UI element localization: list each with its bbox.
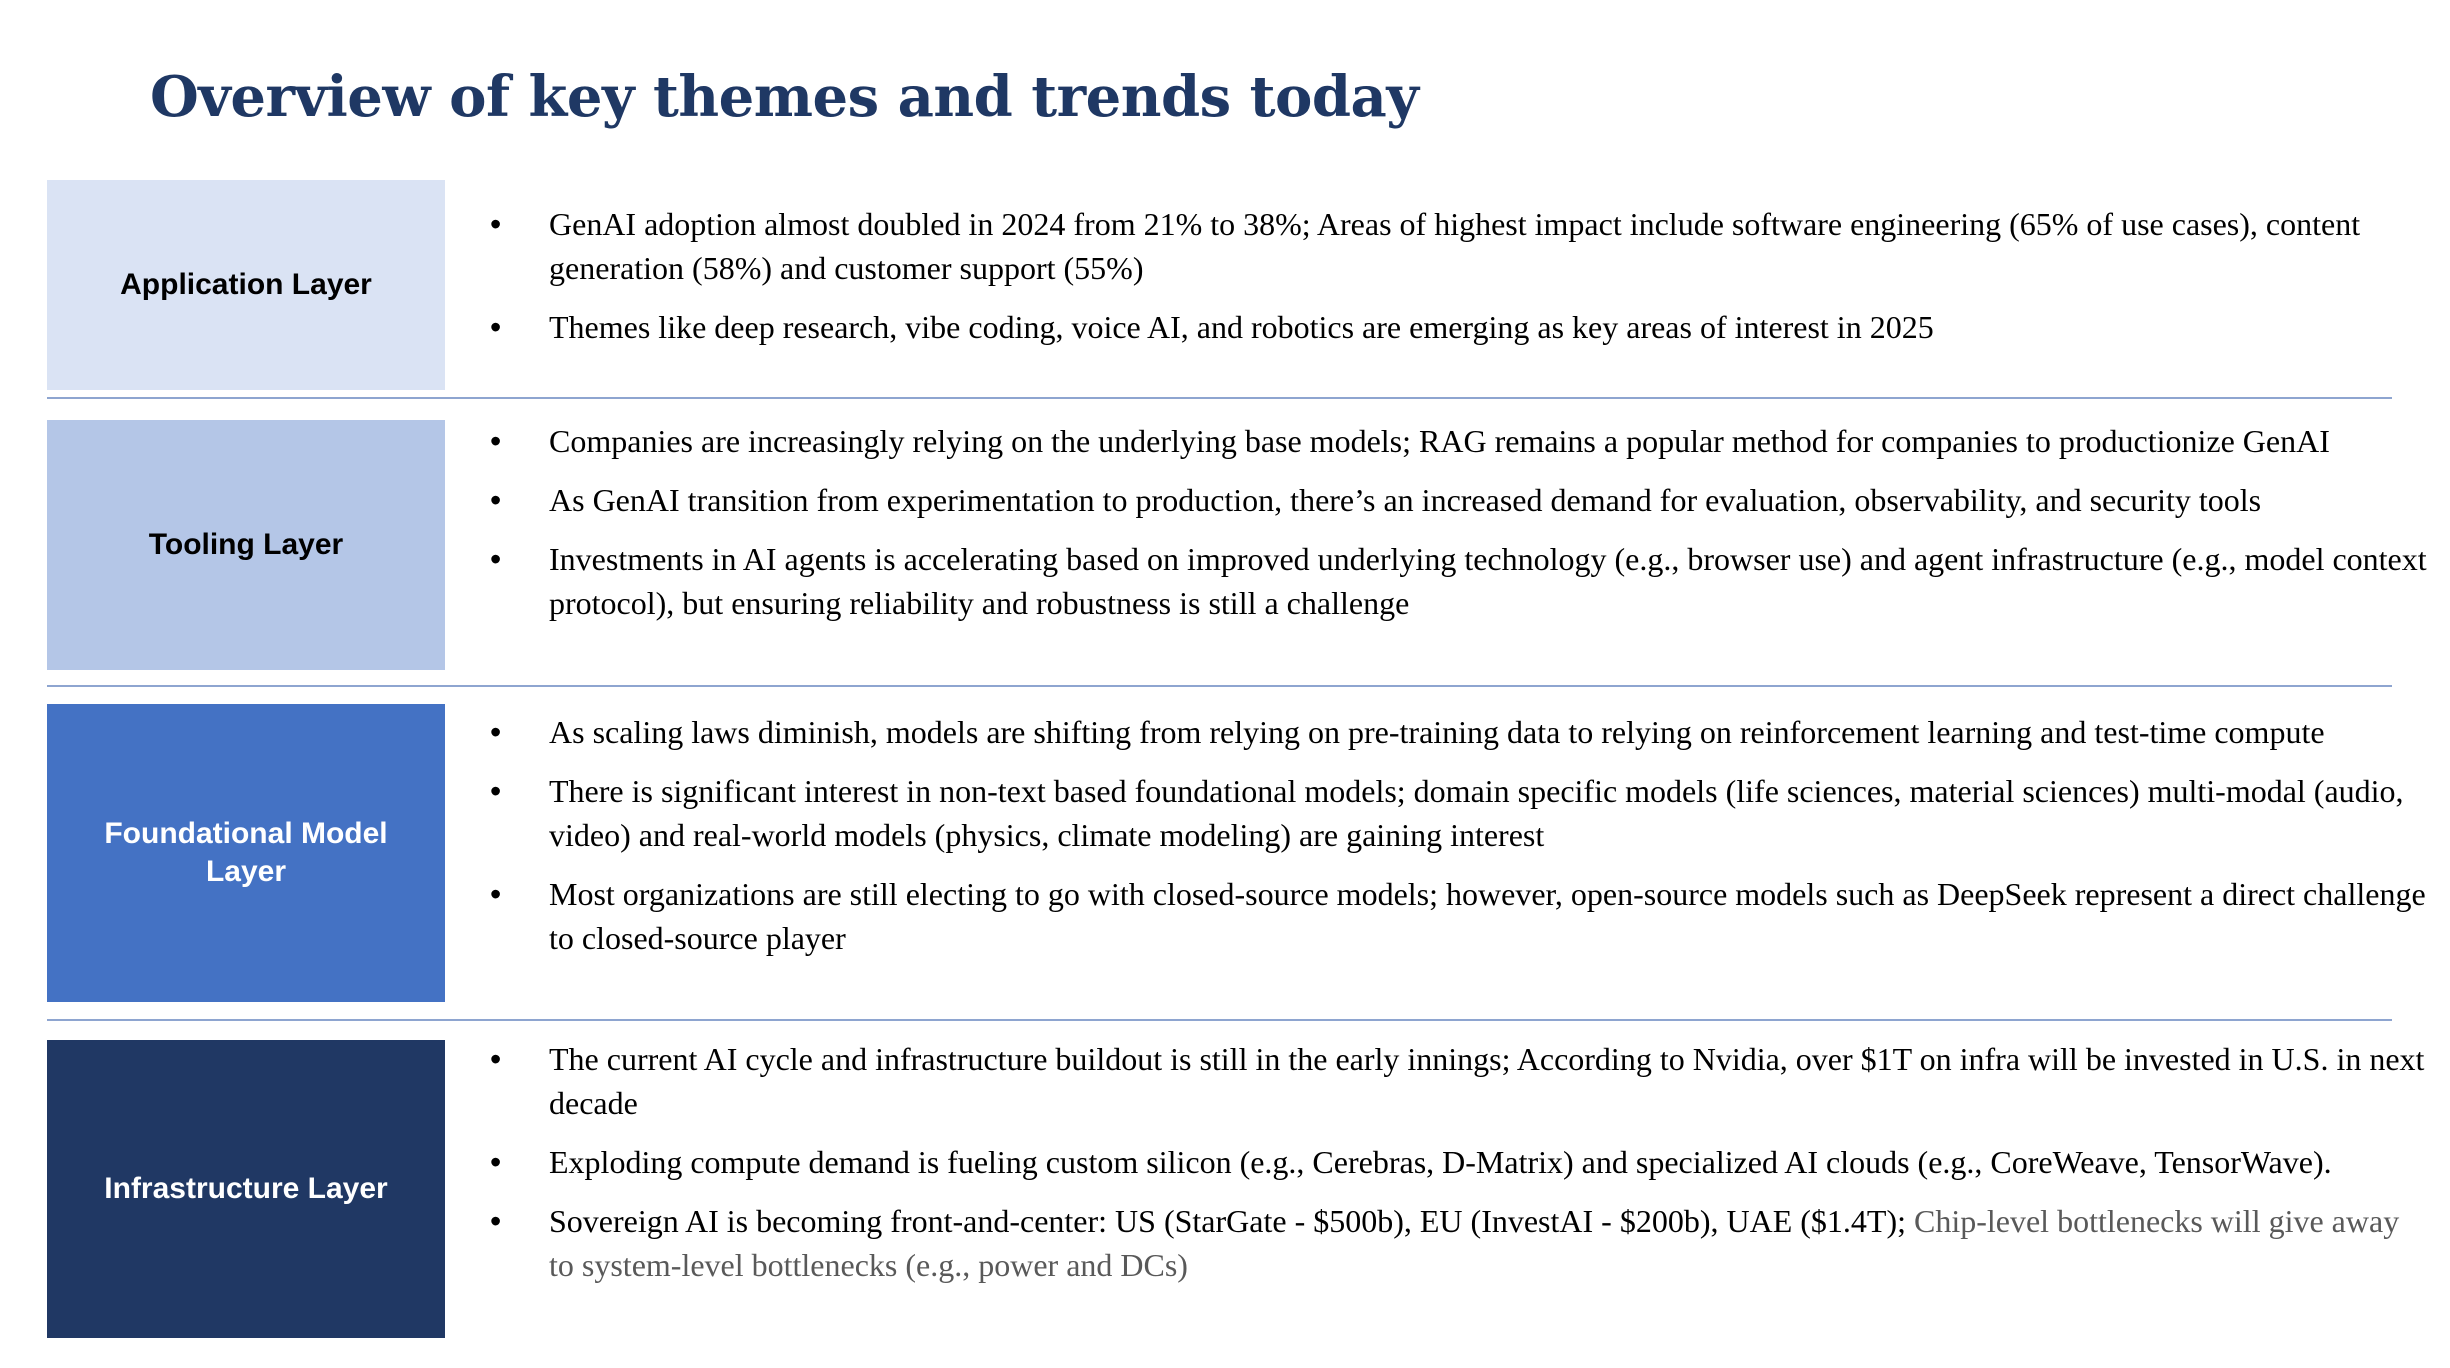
application-bullet-2: • Themes like deep research, vibe coding, voice AI, and robotics are emerging as key areas of interest in 2025 <box>490 305 2430 349</box>
foundational-model-layer-label-text: Foundational Model Layer <box>104 817 388 888</box>
infrastructure-layer-label-text: Infrastructure Layer <box>104 1172 388 1205</box>
foundational-model-layer-bullets <box>490 710 2430 975</box>
tooling-bullet-1: • Companies are increasingly relying on the underlying base models; RAG remains a popular method for companies to productionize GenAI <box>490 419 2430 463</box>
divider-3 <box>47 1019 2392 1021</box>
application-layer-label-text: Application Layer <box>120 268 372 301</box>
foundational-model-layer-label <box>47 704 445 1002</box>
infrastructure-bullet-3-muted: Chip-level bottlenecks will give away to system-level bottlenecks (e.g., power and DCs) <box>549 1203 2400 1283</box>
foundational-bullet-1: • As scaling laws diminish, models are shifting from relying on pre-training data to relying on reinforcement learning and test-time compute <box>490 710 2430 754</box>
infrastructure-layer-bullets <box>490 1037 2430 1302</box>
foundational-bullet-2: • There is significant interest in non-text based foundational models; domain specific models (life sciences, material sciences) multi-modal (audio, video) and real-world models (physics, climate modeling) are gaining interest <box>490 769 2430 857</box>
application-bullet-1: • GenAI adoption almost doubled in 2024 from 21% to 38%; Areas of highest impact include software engineering (65% of use cases), content generation (58%) and customer support (55%) <box>490 202 2430 290</box>
divider-2 <box>47 685 2392 687</box>
infrastructure-bullet-2: • Exploding compute demand is fueling custom silicon (e.g., Cerebras, D-Matrix) and specialized AI clouds (e.g., CoreWeave, TensorWave). <box>490 1140 2430 1184</box>
foundational-bullet-3: • Most organizations are still electing to go with closed-source models; however, open-source models such as DeepSeek represent a direct challenge to closed-source player <box>490 872 2430 960</box>
tooling-bullet-3: • Investments in AI agents is accelerating based on improved underlying technology (e.g., browser use) and agent infrastructure (e.g., model context protocol), but ensuring reliability and robustness is still a challenge <box>490 537 2430 625</box>
divider-1 <box>47 397 2392 399</box>
infrastructure-layer-label <box>47 1040 445 1338</box>
tooling-bullet-2: • As GenAI transition from experimentation to production, there’s an increased demand for evaluation, observability, and security tools <box>490 478 2430 522</box>
tooling-layer-bullets <box>490 419 2430 640</box>
infrastructure-bullet-3-main: Sovereign AI is becoming front-and-center: US (StarGate - $500b), EU (InvestAI - $200b), UAE ($1.4T); <box>549 1203 1906 1239</box>
page-title: Overview of key themes and trends today <box>150 64 1419 130</box>
infrastructure-bullet-3 <box>490 1199 2430 1287</box>
infrastructure-bullet-1: • The current AI cycle and infrastructure buildout is still in the early innings; According to Nvidia, over $1T on infra will be invested in U.S. in next decade <box>490 1037 2430 1125</box>
application-layer-bullets <box>490 202 2430 364</box>
application-layer-label <box>47 180 445 390</box>
tooling-layer-label-text: Tooling Layer <box>148 528 344 561</box>
tooling-layer-label <box>47 420 445 670</box>
